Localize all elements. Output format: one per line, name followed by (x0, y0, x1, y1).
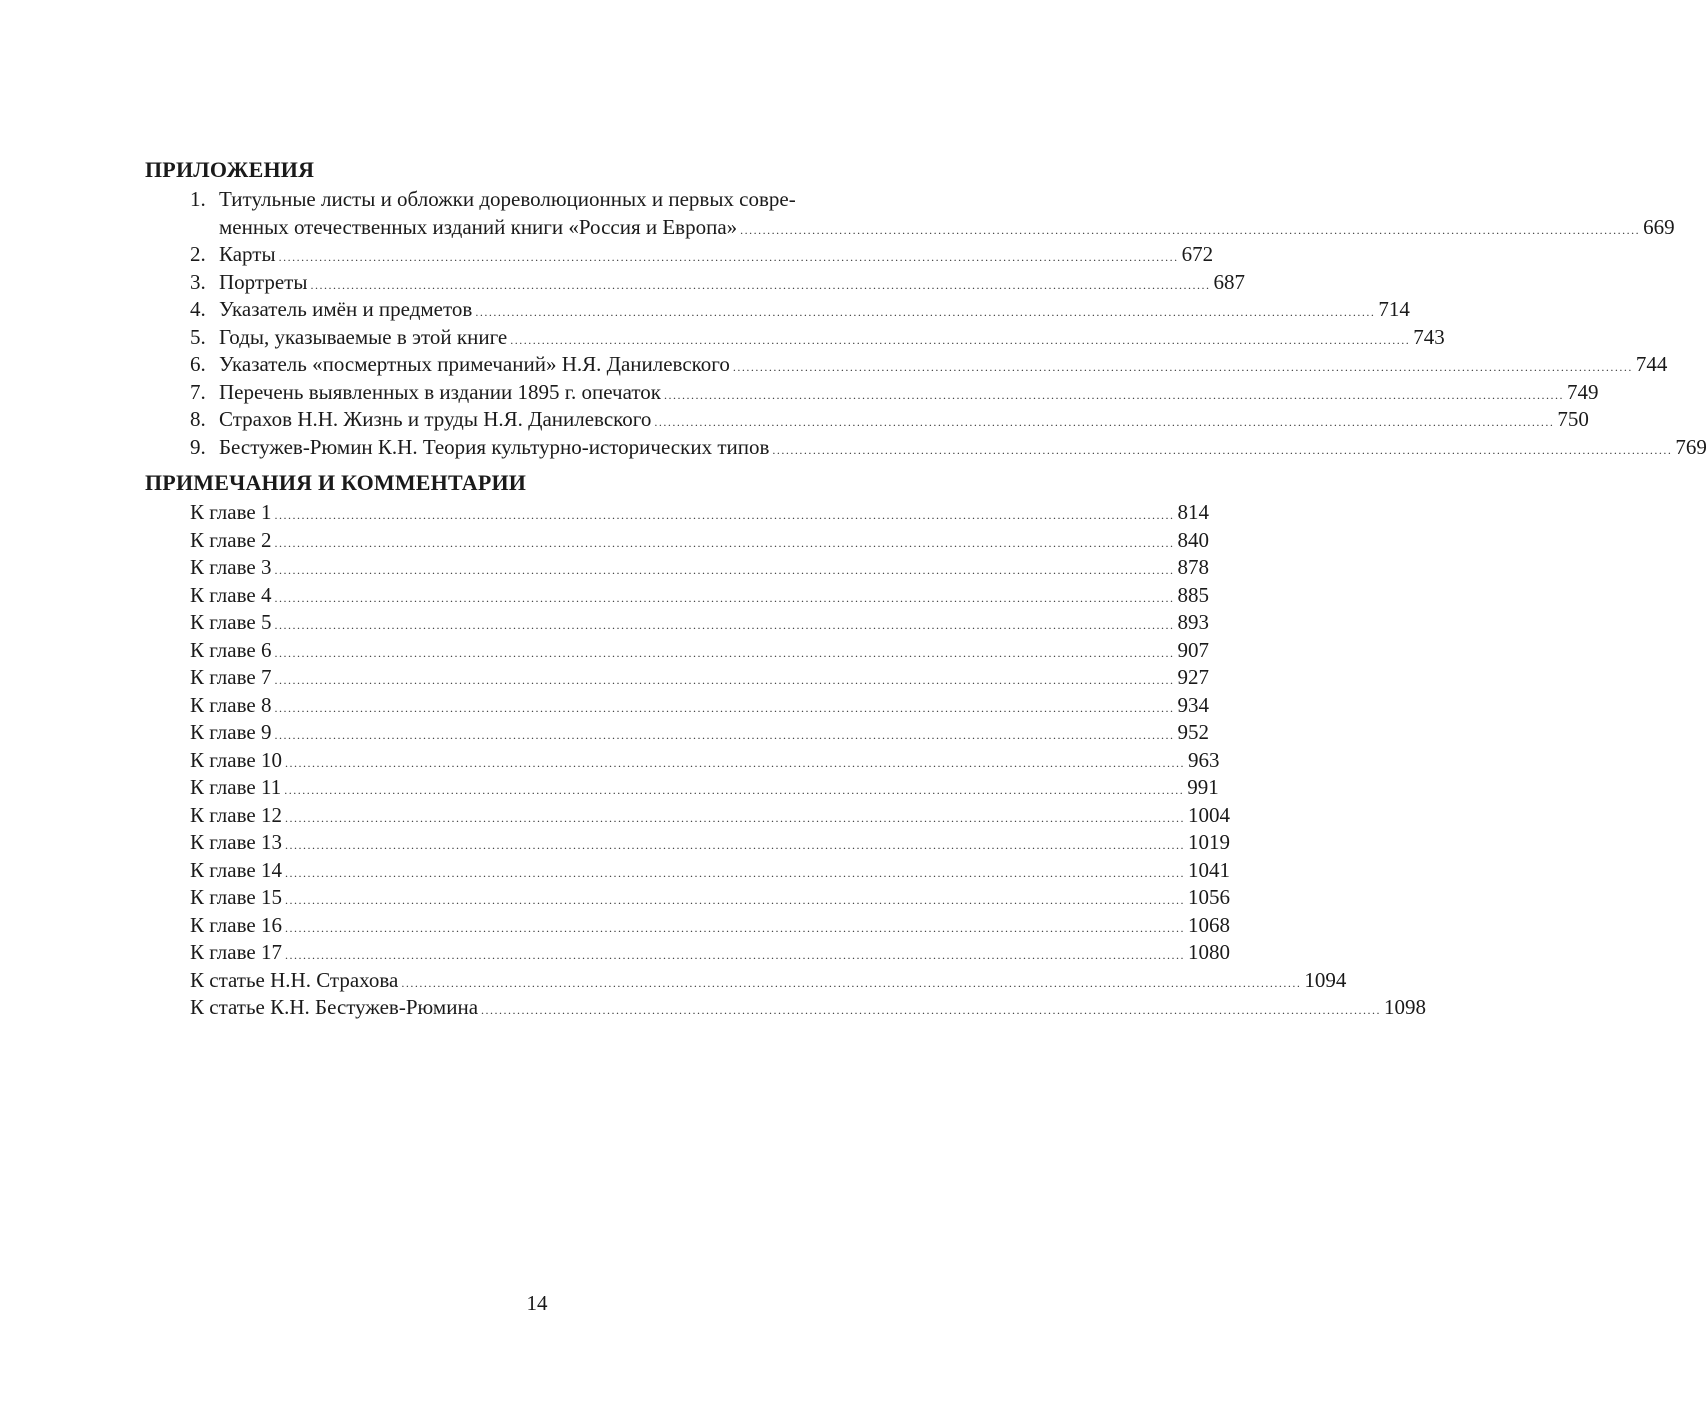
entry-title: Указатель имён и предметов (219, 297, 473, 321)
toc-entry[interactable] (0, 609, 1209, 637)
entry-title: К статье Н.Н. Страхова (190, 967, 399, 992)
entry-page: 1004 (1187, 802, 1230, 827)
toc-entry[interactable] (0, 857, 1230, 885)
entry-page: 1098 (1384, 995, 1427, 1019)
entry-page: 991 (1187, 775, 1219, 799)
dot-leader: ........................................................................................................................................................................................................ (401, 975, 1302, 990)
dot-leader: ........................................................................................................................................................................................................ (274, 508, 1175, 522)
dot-leader: ........................................................................................................................................................................................................ (732, 360, 1633, 374)
dot-leader: ........................................................................................................................................................................................................ (284, 838, 1185, 852)
entry-page: 669 (1643, 214, 1675, 239)
entry-page: 750 (1557, 407, 1589, 431)
entry-page: 714 (1378, 297, 1410, 321)
entry-title: Годы, указываемые в этой книге (219, 324, 508, 349)
dot-leader: ........................................................................................................................................................................................................ (274, 645, 1175, 660)
toc-entry[interactable] (0, 939, 1230, 967)
notes-toc-list (0, 499, 1427, 1022)
entry-page: 840 (1177, 527, 1209, 552)
entry-page: 1080 (1187, 940, 1230, 964)
entry-number: 9. (190, 434, 206, 459)
entry-title: К главе 3 (190, 555, 272, 579)
entry-page: 1041 (1187, 857, 1230, 882)
entry-number: 7. (190, 379, 206, 404)
entry-title: К главе 17 (190, 940, 282, 964)
dot-leader: ........................................................................................................................................................................................................ (284, 755, 1185, 770)
entry-title-line1: Титульные листы и обложки дореволюционных и первых совре- (219, 187, 796, 211)
dot-leader: ........................................................................................................................................................................................................ (278, 250, 1179, 264)
toc-entry[interactable] (0, 241, 1214, 269)
toc-entry[interactable] (0, 269, 1245, 297)
entry-number: 4. (190, 297, 206, 321)
toc-entry[interactable] (0, 637, 1209, 665)
entry-title: К главе 2 (190, 527, 272, 552)
entry-page: 963 (1187, 747, 1220, 772)
toc-entry[interactable] (0, 829, 1230, 857)
entry-page: 769 (1675, 434, 1707, 459)
entry-title: К главе 15 (190, 885, 282, 909)
entry-page: 927 (1177, 665, 1209, 689)
toc-entry[interactable] (0, 884, 1230, 912)
entry-number: 6. (190, 352, 206, 376)
dot-leader: ........................................................................................................................................................................................................ (274, 673, 1175, 687)
toc-entry[interactable] (0, 324, 1445, 352)
entry-title: К главе 12 (190, 802, 282, 827)
entry-title: К главе 13 (190, 830, 282, 854)
toc-entry[interactable] (0, 406, 1589, 434)
entry-title: Указатель «посмертных примечаний» Н.Я. Данилевского (219, 352, 730, 376)
entry-page: 878 (1177, 555, 1209, 579)
dot-leader: ........................................................................................................................................................................................................ (284, 865, 1185, 880)
toc-entry[interactable] (0, 802, 1230, 830)
toc-entry[interactable] (0, 296, 1410, 324)
dot-leader: ........................................................................................................................................................................................................ (284, 810, 1185, 825)
entry-title: менных отечественных изданий книги «Россия и Европа» (219, 214, 738, 239)
entry-title: К главе 10 (190, 747, 282, 772)
notes-heading: ПРИМЕЧАНИЯ И КОММЕНТАРИИ (145, 470, 527, 495)
entry-page: 1094 (1304, 967, 1347, 992)
toc-entry[interactable] (0, 186, 1675, 241)
entry-title: К главе 1 (190, 500, 272, 524)
entry-number: 5. (190, 324, 206, 349)
entry-title: К главе 6 (190, 637, 272, 662)
dot-leader: ........................................................................................................................................................................................................ (274, 618, 1175, 632)
entry-title: Страхов Н.Н. Жизнь и труды Н.Я. Данилевского (219, 407, 652, 431)
toc-entry[interactable] (0, 747, 1220, 775)
dot-leader: ........................................................................................................................................................................................................ (772, 442, 1673, 457)
entry-title: Карты (219, 242, 276, 266)
entry-page: 907 (1177, 637, 1209, 662)
dot-leader: ........................................................................................................................................................................................................ (740, 222, 1641, 237)
toc-entry[interactable] (0, 692, 1209, 720)
dot-leader: ........................................................................................................................................................................................................ (274, 590, 1175, 605)
entry-page: 1019 (1187, 830, 1230, 854)
entry-page: 1068 (1187, 912, 1230, 937)
entry-page: 1056 (1187, 885, 1230, 909)
toc-entry[interactable] (0, 582, 1209, 610)
entry-number: 3. (190, 269, 206, 294)
entry-title: К главе 11 (190, 775, 282, 799)
entry-title: Бестужев-Рюмин К.Н. Теория культурно-исторических типов (219, 434, 770, 459)
entry-number: 8. (190, 407, 206, 431)
dot-leader: ........................................................................................................................................................................................................ (274, 535, 1175, 550)
entry-page: 687 (1213, 269, 1245, 294)
dot-leader: ........................................................................................................................................................................................................ (274, 728, 1175, 742)
entry-title: К главе 4 (190, 582, 272, 607)
toc-entry[interactable] (0, 967, 1347, 995)
entry-number: 2. (190, 242, 206, 266)
entry-page: 814 (1177, 500, 1209, 524)
entry-page: 672 (1181, 242, 1214, 266)
entry-page: 952 (1177, 720, 1209, 744)
toc-entry[interactable] (0, 351, 1668, 379)
entry-title: К главе 9 (190, 720, 272, 744)
entry-page: 934 (1177, 692, 1209, 717)
dot-leader: ........................................................................................................................................................................................................ (274, 563, 1175, 577)
entry-title: К главе 14 (190, 857, 282, 882)
toc-entry[interactable] (0, 527, 1209, 555)
dot-leader: ........................................................................................................................................................................................................ (475, 305, 1376, 319)
appendix-toc-list (0, 186, 1707, 461)
entry-page: 743 (1413, 324, 1445, 349)
entry-title: К главе 7 (190, 665, 272, 689)
dot-leader: ........................................................................................................................................................................................................ (284, 948, 1185, 962)
entry-page: 885 (1177, 582, 1209, 607)
entry-title: Перечень выявленных в издании 1895 г. опечаток (219, 379, 661, 404)
appendix-heading: ПРИЛОЖЕНИЯ (145, 157, 315, 182)
entry-title: К статье К.Н. Бестужев-Рюмина (190, 995, 479, 1019)
toc-entry[interactable] (0, 719, 1209, 747)
dot-leader: ........................................................................................................................................................................................................ (310, 277, 1211, 292)
toc-entry[interactable] (0, 912, 1230, 940)
toc-entry[interactable] (0, 554, 1209, 582)
entry-title: К главе 16 (190, 912, 282, 937)
entry-page: 744 (1635, 352, 1668, 376)
toc-entry[interactable] (0, 994, 1427, 1022)
entry-number: 1. (190, 187, 206, 211)
toc-entry[interactable] (0, 499, 1209, 527)
dot-leader: ........................................................................................................................................................................................................ (663, 387, 1564, 402)
dot-leader: ........................................................................................................................................................................................................ (284, 783, 1185, 797)
dot-leader: ........................................................................................................................................................................................................ (284, 893, 1185, 907)
entry-title: К главе 8 (190, 692, 272, 717)
entry-page: 749 (1566, 379, 1599, 404)
toc-entry[interactable] (0, 774, 1219, 802)
toc-entry[interactable] (0, 379, 1599, 407)
dot-leader: ........................................................................................................................................................................................................ (654, 415, 1555, 429)
entry-title: Портреты (219, 269, 308, 294)
entry-title: К главе 5 (190, 610, 272, 634)
entry-page: 893 (1177, 610, 1209, 634)
dot-leader: ........................................................................................................................................................................................................ (510, 332, 1411, 347)
page-number: 14 (526, 1291, 548, 1315)
toc-entry[interactable] (0, 664, 1209, 692)
toc-entry[interactable] (0, 434, 1707, 462)
dot-leader: ........................................................................................................................................................................................................ (274, 700, 1175, 715)
dot-leader: ........................................................................................................................................................................................................ (284, 920, 1185, 935)
dot-leader: ........................................................................................................................................................................................................ (481, 1003, 1382, 1017)
